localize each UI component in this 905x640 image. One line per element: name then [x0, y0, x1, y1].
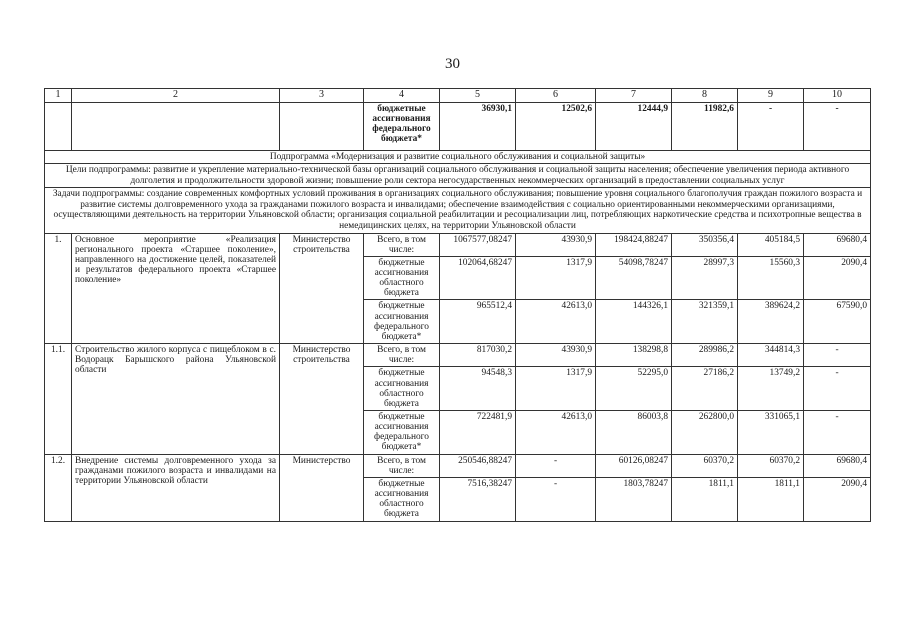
amount-cell: 198424,88247 [596, 233, 672, 256]
column-header: 6 [516, 89, 596, 103]
amount-cell: 69680,4 [804, 233, 871, 256]
amount-cell: 1803,78247 [596, 477, 672, 521]
measure-name: Внедрение системы долговременного ухода за гражданами пожилого возраста и инвалидами на территории Ульяновской области [72, 454, 280, 521]
amount-cell: 43930,9 [516, 344, 596, 367]
measure-number: 1.2. [45, 454, 72, 521]
amount-cell: 28997,3 [672, 256, 738, 300]
column-header: 10 [804, 89, 871, 103]
empty-cell [72, 102, 280, 150]
amount-cell: 321359,1 [672, 300, 738, 344]
amount-cell: - [516, 477, 596, 521]
amount-cell: 52295,0 [596, 367, 672, 411]
subprogram-goals: Цели подпрограммы: развитие и укрепление материально-технической базы организаций социального обслуживания и социальной защиты населения; обеспечение увеличения периода активного долголетия и продолжительности здоровой жизни; повышение роли сектора негосударственных некоммерческих организаций в предоставлении социальных услуг [45, 164, 871, 188]
amount-cell: 331065,1 [738, 411, 804, 455]
amount-cell: 54098,78247 [596, 256, 672, 300]
amount-cell: 94548,3 [440, 367, 516, 411]
column-header: 2 [72, 89, 280, 103]
funding-kind: Всего, в том числе: [364, 344, 440, 367]
tasks-row [45, 188, 871, 233]
column-header: 1 [45, 89, 72, 103]
amount-cell: 69680,4 [804, 454, 871, 477]
column-header: 5 [440, 89, 516, 103]
amount-cell: 36930,1 [440, 102, 516, 150]
measure-executor: Министерство строительства [280, 233, 364, 344]
measure-executor: Министерство строительства [280, 344, 364, 455]
amount-cell: - [804, 344, 871, 367]
amount-cell: 11982,6 [672, 102, 738, 150]
column-header: 7 [596, 89, 672, 103]
subprogram-title-row [45, 150, 871, 164]
goals-row [45, 164, 871, 188]
amount-cell: 1317,9 [516, 256, 596, 300]
measure-number: 1. [45, 233, 72, 344]
amount-cell: 250546,88247 [440, 454, 516, 477]
measure-row [45, 233, 871, 256]
amount-cell: 15560,3 [738, 256, 804, 300]
amount-cell: 42613,0 [516, 411, 596, 455]
amount-cell: 27186,2 [672, 367, 738, 411]
amount-cell: 144326,1 [596, 300, 672, 344]
amount-cell: 60126,08247 [596, 454, 672, 477]
measure-name: Основное мероприятие «Реализация регионального проекта «Старшее поколение», направленного на достижение целей, показателей и результатов федерального проекта «Старшее поколение» [72, 233, 280, 344]
amount-cell: 289986,2 [672, 344, 738, 367]
amount-cell: 60370,2 [738, 454, 804, 477]
measure-executor: Министерство [280, 454, 364, 521]
amount-cell: 86003,8 [596, 411, 672, 455]
funding-kind: бюджетные ассигнования областного бюджета [364, 477, 440, 521]
amount-cell: 1811,1 [672, 477, 738, 521]
subprogram-title: Подпрограмма «Модернизация и развитие социального обслуживания и социальной защиты» [45, 150, 871, 164]
amount-cell: - [516, 454, 596, 477]
column-header: 8 [672, 89, 738, 103]
funding-kind: бюджетные ассигнования областного бюджета [364, 367, 440, 411]
subprogram-tasks: Задачи подпрограммы: создание современных комфортных условий проживания в организациях социального обслуживания; повышение уровня социального благополучия граждан пожилого возраста и развитие системы долговременного ухода за гражданами пожилого возраста и инвалидами; обеспечение взаимодействия с социально ориентированными некоммерческими организациями, осуществляющими деятельность на территории Ульяновской области; организация социальной реабилитации и ресоциализации лиц, потребляющих наркотические средства и психотропные вещества в немедицинских целях, на территории Ульяновской области [45, 188, 871, 233]
amount-cell: 965512,4 [440, 300, 516, 344]
federal-budget-row [45, 102, 871, 150]
amount-cell: 1811,1 [738, 477, 804, 521]
amount-cell: 12444,9 [596, 102, 672, 150]
funding-kind: бюджетные ассигнования областного бюджета [364, 256, 440, 300]
amount-cell: 7516,38247 [440, 477, 516, 521]
amount-cell: 389624,2 [738, 300, 804, 344]
page-number: 30 [445, 56, 460, 72]
column-header: 4 [364, 89, 440, 103]
funding-kind: Всего, в том числе: [364, 454, 440, 477]
amount-cell: 102064,68247 [440, 256, 516, 300]
amount-cell: 722481,9 [440, 411, 516, 455]
measure-number: 1.1. [45, 344, 72, 455]
amount-cell: 2090,4 [804, 256, 871, 300]
amount-cell: - [738, 102, 804, 150]
measure-name: Строительство жилого корпуса с пищеблоком в с. Водорацк Барышского района Ульяновской области [72, 344, 280, 455]
amount-cell: 817030,2 [440, 344, 516, 367]
amount-cell: 13749,2 [738, 367, 804, 411]
amount-cell: 2090,4 [804, 477, 871, 521]
amount-cell: 1067577,08247 [440, 233, 516, 256]
amount-cell: 138298,8 [596, 344, 672, 367]
amount-cell: 42613,0 [516, 300, 596, 344]
amount-cell: - [804, 411, 871, 455]
program-table [44, 88, 871, 522]
empty-cell [280, 102, 364, 150]
funding-kind: Всего, в том числе: [364, 233, 440, 256]
amount-cell: - [804, 102, 871, 150]
amount-cell: - [804, 367, 871, 411]
amount-cell: 12502,6 [516, 102, 596, 150]
amount-cell: 350356,4 [672, 233, 738, 256]
amount-cell: 1317,9 [516, 367, 596, 411]
amount-cell: 43930,9 [516, 233, 596, 256]
amount-cell: 60370,2 [672, 454, 738, 477]
empty-cell [45, 102, 72, 150]
amount-cell: 344814,3 [738, 344, 804, 367]
measure-row [45, 344, 871, 367]
amount-cell: 67590,0 [804, 300, 871, 344]
funding-kind: бюджетные ассигнования федерального бюджета* [364, 300, 440, 344]
column-header: 3 [280, 89, 364, 103]
funding-kind: бюджетные ассигнования федерального бюджета* [364, 102, 440, 150]
measure-row [45, 454, 871, 477]
column-header: 9 [738, 89, 804, 103]
column-numbers-row [45, 89, 871, 103]
amount-cell: 405184,5 [738, 233, 804, 256]
funding-kind: бюджетные ассигнования федерального бюджета* [364, 411, 440, 455]
amount-cell: 262800,0 [672, 411, 738, 455]
